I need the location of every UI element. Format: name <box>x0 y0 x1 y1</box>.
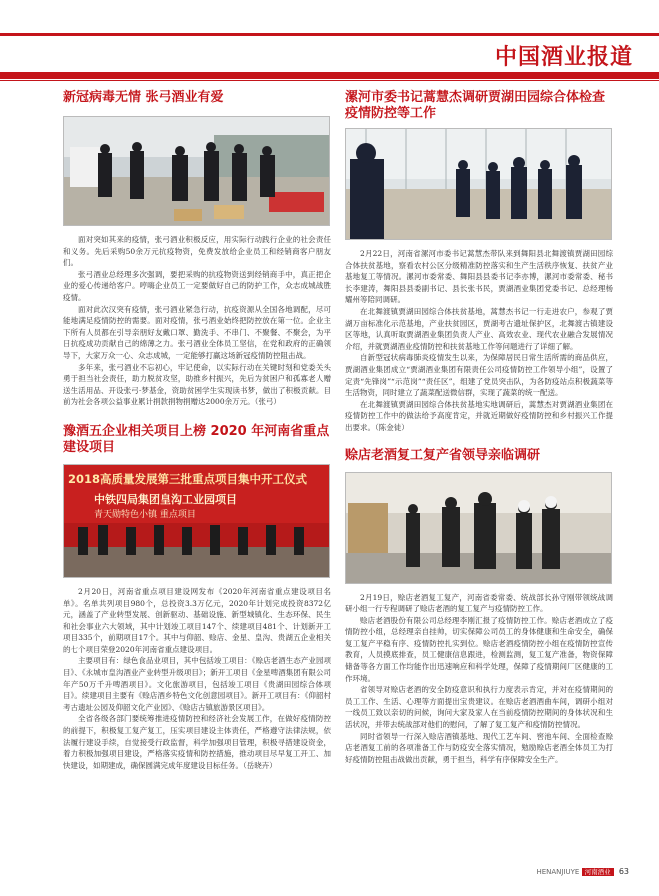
article2-photo <box>63 464 330 578</box>
magazine-name: HENANJIUYE <box>536 868 580 876</box>
article4-title: 赊店老酒复工复产省领导亲临调研 <box>345 447 541 463</box>
paragraph: 自新型冠状病毒肺炎疫情发生以来，为保障居民日常生活所需的商品供应，贾湖酒业集团成立“贾湖酒业集团有限责任公司疫情防控工作领导小组”，设置了定责“先锋岗”“示范岗”“责任区”，组建了党员突击队，为各防疫站点积极蔬菜等生活物资，同时建立了蔬菜配送微信群，实现了蔬菜的统一配送。 <box>345 353 613 398</box>
page-footer <box>536 867 629 876</box>
paragraph: 多年来，张弓酒业不忘初心，牢记使命，以实际行动在关键时刻和党委关头勇于担当社会责任，助力脱贫攻坚，助推乡村振兴，先后为贫困户和孤寡老人赠送生活用品、开设张弓·梦基金，资助贫困学生实现读书梦，做出了积极贡献。目前为社会各项公益事业累计捐款捐物捐赠达2000余万元。（张弓） <box>63 362 331 407</box>
photo-officials-donation <box>64 117 329 225</box>
paragraph: 赊店老酒股份有限公司总经理李刚汇报了疫情防控工作。赊店老酒成立了疫情防控小组，总经理亲自挂帅，切实保障公司员工的身体健康和生命安全，确保复工复产平稳有序、疫情防控扎实到位。赊店老酒疫情防控小组在疫情防控宣传教育，人员摸底排查，员工健康信息跟进，检测监测，复工复产准备，物资保障储备等各方面工作均能作出迅速响应和科学处理，保障了疫情期间厂区健康的工作环境。 <box>345 615 613 683</box>
article4-photo <box>345 472 612 584</box>
paragraph: 面对突如其来的疫情，张弓酒业积极反应，用实际行动践行企业的社会责任和义务。先后采购50余万元抗疫物资，免费发放给企业员工和经销商客户朋友们。 <box>63 235 331 268</box>
article2-title: 豫酒五企业相关项目上榜 2020 年河南省重点建设项目 <box>63 423 330 455</box>
section-title: 中国酒业报道 <box>494 45 633 70</box>
paragraph: 在北舞渡镇贾湖田园综合体扶贫基地，蒿慧杰书记一行走进农户，参观了贾湖万亩标准化示范基地，产业扶贫园区，贾湖考古遗址保护区，北舞渡古镇建设区等地，认真听取贾湖酒业集团负责人产业、高效农业、现代农业融合发展情况介绍，并就贾湖酒业疫情防控和扶贫基地工作等问题进行了详细了解。 <box>345 306 613 351</box>
paragraph: 2月22日，河南省漯河市委书记蒿慧杰带队来到舞阳县北舞渡镇贾湖田园综合体扶贫基地，察看农村公区分级精准防控落实和生产生活秩序恢复、扶贫产业基地复工等情况。漯河市委常委、舞阳县县委书记李亦博，漯河市委常委、秘书长李建涛，舞阳县县委副书记、县长张书民，贾湖酒业集团党委书记、总经理杨耀州等陪同调研。 <box>345 249 613 305</box>
article3-body <box>345 248 613 434</box>
article1-photo <box>63 116 330 226</box>
paragraph: 全省各级各部门要统筹推进疫情防控和经济社会发展工作，在做好疫情防控的前提下，积极复工复产复工，压实项目建设主体责任，严格遵守法律法规，依法履行建设手续，自觉接受行政监督，科学加强项目管理，积极寻措建设资金，着力积极加强项目建设，严格落实疫情和防控措施，推动项目尽早复工开工、加快建设，如期建成，确保圆满完成年度建设目标任务。（岳晓卉） <box>63 714 331 770</box>
article3-photo <box>345 128 612 240</box>
magazine-tag: 河南酒业 <box>582 868 614 876</box>
section-bar <box>0 72 659 79</box>
page-number: 63 <box>618 867 629 876</box>
paragraph: 同时省领导一行深入赊店酒镇基地、现代工艺车间、窖池车间、全面检查赊店老酒复工前的各项准备工作与防疫安全落实情况，勉励赊店老酒全体员工为打好疫情防控阻击战做出贡献，勇于担当，科学有序保障安全生产。 <box>345 731 613 764</box>
article1-title: 新冠病毒无情 张弓酒业有爱 <box>63 90 224 105</box>
photo-banner-text: 2018高质量发展第三批重点项目集中开工仪式 <box>68 471 308 486</box>
paragraph: 主要项目有：绿色食品业项目，其中包括竣工项目：《赊店老酒生态产业园项目》、《永城市皇沟酒业产业转型升级项目》；新开工项目《金星啤酒集团有限公司年产50万千升啤酒项目》。文化旅游项目，包括竣工项目《贵湖田园综合体项目》。续建项目主要有《赊店酒乡特色文化创意园项目》。新开工项目有：《仰韶村考古遗址公园及仰韶文化产业园》、《赊店古镇旅游景区项目》。 <box>63 656 331 712</box>
article3-title: 漯河市委书记蒿慧杰调研贾湖田园综合体检查疫情防控等工作 <box>345 90 606 121</box>
paragraph: 2月19日，赊店老酒复工复产，河南省委常委、统战部长孙守刚带领统战调研小组一行专程调研了赊店老酒的复工复产与疫情防控工作。 <box>345 592 613 614</box>
right-column <box>345 86 613 765</box>
paragraph: 张弓酒业总经理多次强调，要把采购的抗疫物资送到经销商手中，真正把企业的爱心传递给客户。哼嗨企业员工一定要做好自己的防护工作，众志成城战胜疫情。 <box>63 269 331 302</box>
photo-banner-text-3: 青天勋特色小镇 重点项目 <box>94 509 196 520</box>
top-rule <box>0 33 659 36</box>
article2-body <box>63 586 331 772</box>
paragraph: 面对此次汉突有疫情，张弓酒业紧急行动，抗疫资源从全国各地调配，尽可能地满足疫情防控的需要。面对疫情，张弓酒业始终把防控放在第一位。企业主下所有人员都在引导亲朋好友戴口罩、勤洗手、不串门、不聚餐、不聚会，为平日抗疫成功贡献自己的绵薄之力。张弓酒业全体员工坚信，在党和政府的正确领导下，大家万众一心、众志成城，一定能够打赢这场新冠疫情防控阻击战。 <box>63 304 331 360</box>
paragraph: 在北舞渡镇贾湖田园综合体扶贫基地实地调研后，蒿慧杰对贾湖酒业集团在疫情防控工作中的做法给予高度肯定，并就近期做好疫情防控和乡村振兴工作提出要求。（陈金徒） <box>345 399 613 432</box>
photo-factory-visit <box>346 473 611 583</box>
photo-banner-text-2: 中铁四局集团皇沟工业园项目 <box>94 492 237 506</box>
left-column <box>63 86 331 771</box>
section-bar-thin <box>0 80 659 81</box>
article4-body <box>345 592 613 766</box>
paragraph: 2月20日，河南省重点项目建设网发布《2020年河南省重点建设项目名单》。名单共列项目980个，总投资3.3万亿元，2020年计划完成投资8372亿元，涵盖了产业转型发展、创新驱动、基础设施、新型城镇化、生态环保、民生和社会事业六大领域，其中计划竣工项目147个、续建项目481个、计划新开工项目335个，前期项目17个。其中与仰韶、赊店、金星、皇沟、贵湖五企业相关的七个项目荣登2020年河南省重点建设项目。 <box>63 586 331 654</box>
photo-greenhouse-inspection <box>346 129 611 239</box>
paragraph: 省领导对赊店老酒的安全防疫意识和执行力度表示肯定，并对在疫情期间的员工工作、生活、心理等方面提出宝贵建议。在赊店老酒酒曲车间，调研小组对一线员工致以亲切的问候，询问大家及家人在当前疫情防控期间的身体状况和生活状况，并带去统战部对他们的慰问，了解了复工复产和疫情防控情况。 <box>345 685 613 730</box>
article1-body <box>63 234 331 408</box>
